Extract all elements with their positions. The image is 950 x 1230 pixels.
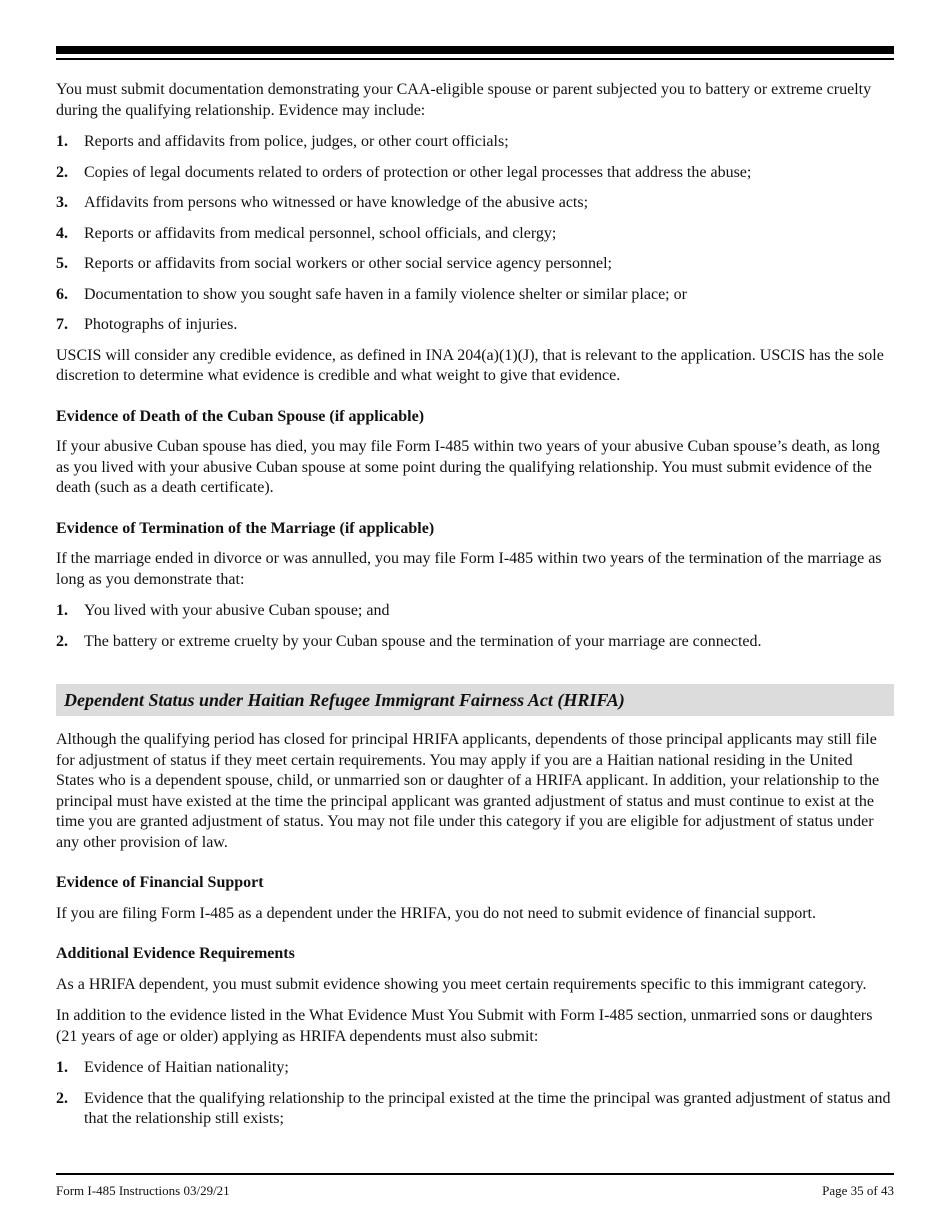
hrifa-section-title: Dependent Status under Haitian Refugee Immigrant Fairness Act (HRIFA) xyxy=(56,684,894,716)
hrifa-paragraph: Although the qualifying period has closed for principal HRIFA applicants, dependents of those principal applicants may still file for adjustment of status if they meet certain requirements. You may apply if you are a Haitian national residing in the United States who is a dependent spouse, child, or unmarried son or daughter of a HRIFA applicant. In addition, your relationship to the principal must have existed at the time the principal applicant was granted adjustment of status and must continue to exist at the time you are granted adjustment of status. You may not file under this category if you are eligible for adjustment of status under any other provision of law. xyxy=(56,731,880,851)
footer-rule xyxy=(56,1173,894,1175)
list-number: 2. xyxy=(56,163,68,181)
additional-evidence-heading: Additional Evidence Requirements xyxy=(56,945,295,962)
list-item xyxy=(56,1089,894,1130)
list-item xyxy=(56,132,894,153)
evidence-list xyxy=(56,132,894,336)
list-item xyxy=(56,285,894,306)
footer-form-info: Form I-485 Instructions 03/29/21 xyxy=(56,1183,230,1198)
financial-support-paragraph: If you are filing Form I-485 as a dependent under the HRIFA, you do not need to submit evidence of financial support. xyxy=(56,904,816,922)
list-number: 1. xyxy=(56,602,68,619)
additional-evidence-paragraph-2: In addition to the evidence listed in the What Evidence Must You Submit with Form I-485 section, unmarried sons or daughters (21 years of age or older) applying as HRIFA dependents must also submit: xyxy=(56,1007,873,1045)
death-paragraph: If your abusive Cuban spouse has died, you may file Form I-485 within two years of your abusive Cuban spouse’s death, as long as you lived with your abusive Cuban spouse at some point during the qualifying relationship. You must submit evidence of the death (such as a death certificate). xyxy=(56,438,880,496)
financial-support-heading: Evidence of Financial Support xyxy=(56,874,264,891)
list-item xyxy=(56,193,894,214)
list-number: 1. xyxy=(56,1059,68,1076)
list-text: Reports or affidavits from social workers or other social service agency personnel; xyxy=(84,255,612,272)
list-text: Copies of legal documents related to orders of protection or other legal processes that address the abuse; xyxy=(84,163,752,181)
list-item xyxy=(56,601,894,622)
termination-list xyxy=(56,601,894,652)
list-number: 4. xyxy=(56,224,68,242)
list-text: You lived with your abusive Cuban spouse; and xyxy=(84,602,390,619)
list-text: Photographs of injuries. xyxy=(84,316,238,333)
list-item xyxy=(56,632,894,653)
list-text: Affidavits from persons who witnessed or have knowledge of the abusive acts; xyxy=(84,194,589,211)
page-content xyxy=(56,80,894,1140)
list-number: 2. xyxy=(56,1089,68,1107)
list-text: Reports and affidavits from police, judges, or other court officials; xyxy=(84,133,509,150)
top-rule-thin xyxy=(56,58,894,60)
additional-evidence-paragraph: As a HRIFA dependent, you must submit evidence showing you meet certain requirements specific to this immigrant category. xyxy=(56,975,867,993)
credible-evidence-paragraph: USCIS will consider any credible evidence, as defined in INA 204(a)(1)(J), that is relevant to the application. USCIS has the sole discretion to determine what evidence is credible and what weight to give that evidence. xyxy=(56,346,884,384)
death-heading: Evidence of Death of the Cuban Spouse (if applicable) xyxy=(56,407,425,425)
intro-paragraph: You must submit documentation demonstrating your CAA-eligible spouse or parent subjected you to battery or extreme cruelty during the qualifying relationship. Evidence may include: xyxy=(56,81,872,119)
list-item xyxy=(56,224,894,245)
top-rule-thick xyxy=(56,46,894,54)
list-item xyxy=(56,163,894,184)
termination-paragraph: If the marriage ended in divorce or was annulled, you may file Form I-485 within two years of the termination of the marriage as long as you demonstrate that: xyxy=(56,550,882,588)
list-text: Documentation to show you sought safe haven in a family violence shelter or similar place; or xyxy=(84,285,687,303)
list-number: 6. xyxy=(56,285,68,303)
list-item xyxy=(56,1058,894,1079)
list-item xyxy=(56,254,894,275)
termination-heading: Evidence of Termination of the Marriage (if applicable) xyxy=(56,519,435,537)
list-text: Evidence of Haitian nationality; xyxy=(84,1059,289,1076)
list-number: 7. xyxy=(56,316,68,333)
footer-page-number: Page 35 of 43 xyxy=(822,1183,894,1198)
list-number: 5. xyxy=(56,255,68,272)
hrifa-list xyxy=(56,1058,894,1130)
list-number: 2. xyxy=(56,632,68,650)
list-text: Evidence that the qualifying relationship to the principal existed at the time the principal was granted adjustment of status and that the relationship still exists; xyxy=(84,1089,891,1127)
list-number: 3. xyxy=(56,194,68,211)
list-text: Reports or affidavits from medical personnel, school officials, and clergy; xyxy=(84,224,557,242)
list-item xyxy=(56,315,894,336)
list-number: 1. xyxy=(56,133,68,150)
list-text: The battery or extreme cruelty by your Cuban spouse and the termination of your marriage are connected. xyxy=(84,632,762,650)
